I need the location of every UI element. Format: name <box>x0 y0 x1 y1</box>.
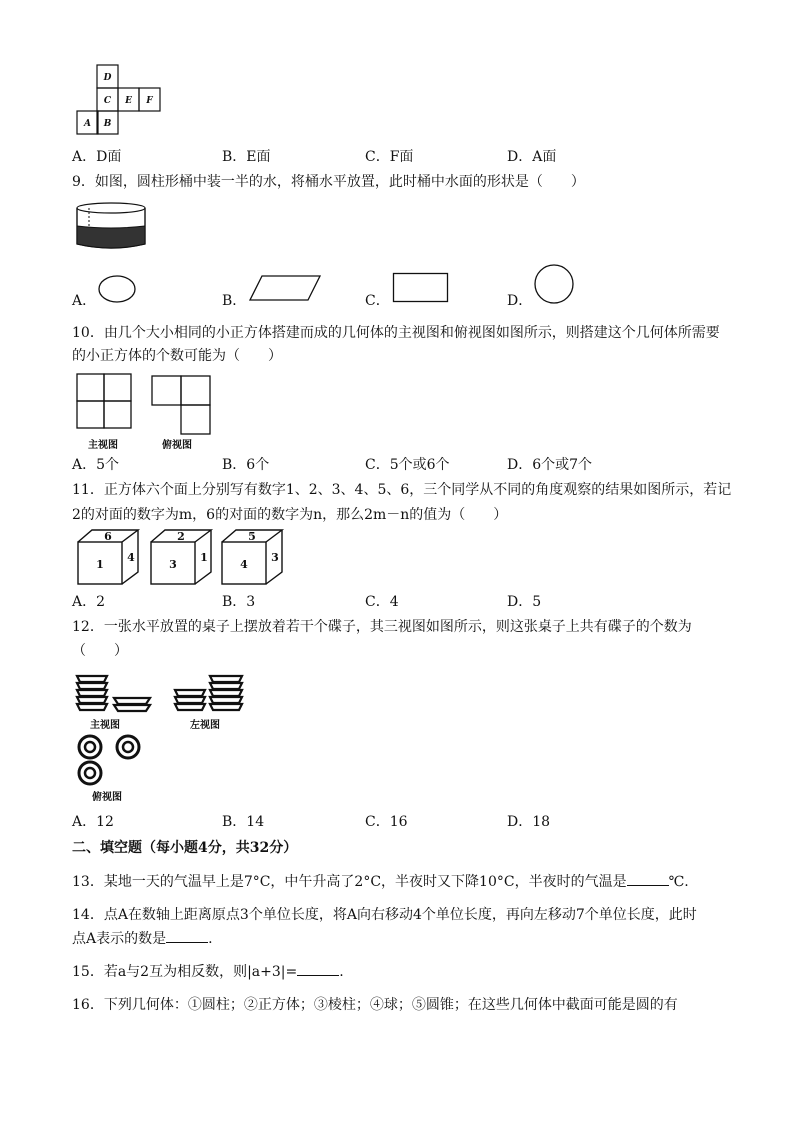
q9-option-c[interactable]: C． <box>365 293 390 309</box>
q11-question-line2: 2的对面的数字为m，6的对面的数字为n，那么2m－n的值为（ ） <box>72 507 508 523</box>
q10-option-a[interactable]: A．5个 <box>72 457 120 473</box>
q11-option-c[interactable]: C．4 <box>365 594 399 610</box>
q11-cube-2 <box>149 528 215 592</box>
q8-option-b[interactable]: B．E面 <box>222 149 271 165</box>
q13-unit: ℃. <box>668 874 689 890</box>
q14-question-line2 <box>72 928 213 950</box>
q9-option-d-circle <box>533 263 575 309</box>
q12-question-line2: （ ） <box>72 643 128 659</box>
q12-option-b[interactable]: B．14 <box>222 814 265 830</box>
q8-option-c[interactable]: C．F面 <box>365 149 414 165</box>
q11-option-b[interactable]: B．3 <box>222 594 256 610</box>
q15-text: 15．若a与2互为相反数，则|a+3|= <box>72 964 298 980</box>
q11-option-d[interactable]: D．5 <box>507 594 542 610</box>
cube-1-top: 6 <box>104 530 112 543</box>
top-view-grid <box>151 375 213 437</box>
net-label-a: A <box>84 119 91 129</box>
q11-cube-3 <box>220 528 286 592</box>
q10-question-line2: 的小正方体的个数可能为（ ） <box>72 348 282 364</box>
q9-option-a[interactable]: A． <box>72 293 97 309</box>
net-label-d: D <box>103 73 112 83</box>
q10-option-d[interactable]: D．6个或7个 <box>507 457 593 473</box>
cube-2-top: 2 <box>177 530 185 543</box>
q10-top-view <box>151 375 213 441</box>
cube-1-front: 1 <box>96 558 104 571</box>
q12-left-view-label: 左视图 <box>190 720 220 731</box>
barrel-diagram <box>73 200 149 254</box>
q14-answer-blank[interactable] <box>166 928 208 943</box>
q9-option-b[interactable]: B． <box>222 293 247 309</box>
q12-left-view <box>172 670 248 718</box>
cube-1-side: 4 <box>127 551 135 564</box>
q12-front-view-label: 主视图 <box>90 720 120 731</box>
q10-option-b[interactable]: B．6个 <box>222 457 270 473</box>
q13-question <box>72 871 689 893</box>
q9-barrel-figure <box>73 200 149 258</box>
q10-top-view-label: 俯视图 <box>162 440 192 451</box>
q11-cube-1 <box>76 528 142 592</box>
cube-3-front: 4 <box>240 558 248 571</box>
q14-question-line1: 14．点A在数轴上距离原点3个单位长度，将A向右移动4个单位长度，再向左移动7个单位长度，此时 <box>72 907 697 923</box>
q14-text: 点A表示的数是 <box>72 931 167 947</box>
q16-question: 16．下列几何体：①圆柱；②正方体；③棱柱；④球；⑤圆锥；在这些几何体中截面可能是圆的有 <box>72 997 678 1013</box>
plate-stacks-left <box>172 670 248 714</box>
q15-question <box>72 961 344 983</box>
net-label-c: C <box>103 96 112 106</box>
cube-3-side: 3 <box>271 551 279 564</box>
q8-option-a[interactable]: A．D面 <box>72 149 122 165</box>
q12-top-view-label: 俯视图 <box>92 792 122 803</box>
q9-question-text: 9．如图，圆柱形桶中装一半的水，将桶水平放置，此时桶中水面的形状是（ ） <box>72 174 585 190</box>
q15-answer-blank[interactable] <box>297 961 339 976</box>
q9-option-d[interactable]: D． <box>507 293 533 309</box>
q12-option-a[interactable]: A．12 <box>72 814 114 830</box>
q13-answer-blank[interactable] <box>627 871 669 886</box>
q12-top-view <box>76 734 152 792</box>
q8-option-d[interactable]: D．A面 <box>507 149 557 165</box>
plate-stacks-front <box>74 670 154 714</box>
q11-question-line1: 11．正方体六个面上分别写有数字1、2、3、4、5、6，三个同学从不同的角度观察的结果如图所示，若记 <box>72 482 732 498</box>
q10-main-view <box>76 373 134 435</box>
q9-option-a-ellipse <box>96 274 138 310</box>
section-2-title: 二、填空题（每小题4分，共32分） <box>72 840 298 856</box>
q12-option-d[interactable]: D．18 <box>507 814 551 830</box>
q10-question-line1: 10．由几个大小相同的小正方体搭建而成的几何体的主视图和俯视图如图所示，则搭建这个几何体所需要 <box>72 325 720 341</box>
net-label-f: F <box>146 96 153 106</box>
q12-option-c[interactable]: C．16 <box>365 814 408 830</box>
q12-front-view <box>74 670 154 718</box>
q13-text: 13．某地一天的气温早上是7°C，中午升高了2°C，半夜时又下降10°C，半夜时的气温是 <box>72 874 627 890</box>
q9-option-c-rectangle <box>392 272 450 308</box>
q9-option-b-parallelogram <box>248 274 322 308</box>
plate-rings-top <box>76 734 152 788</box>
cube-net-diagram <box>76 64 176 138</box>
q10-main-view-label: 主视图 <box>88 440 118 451</box>
q14-period: . <box>208 931 213 947</box>
q11-option-a[interactable]: A．2 <box>72 594 106 610</box>
cube-3-top: 5 <box>248 530 256 543</box>
net-label-e: E <box>125 96 132 106</box>
cube-2-side: 1 <box>200 551 208 564</box>
q10-option-c[interactable]: C．5个或6个 <box>365 457 450 473</box>
q15-period: . <box>339 964 344 980</box>
q8-net-figure <box>76 64 176 138</box>
q12-question-line1: 12．一张水平放置的桌子上摆放着若干个碟子，其三视图如图所示，则这张桌子上共有碟子的个数为 <box>72 619 692 635</box>
cube-2-front: 3 <box>169 558 177 571</box>
net-label-b: B <box>103 119 112 129</box>
main-view-grid <box>76 373 134 431</box>
